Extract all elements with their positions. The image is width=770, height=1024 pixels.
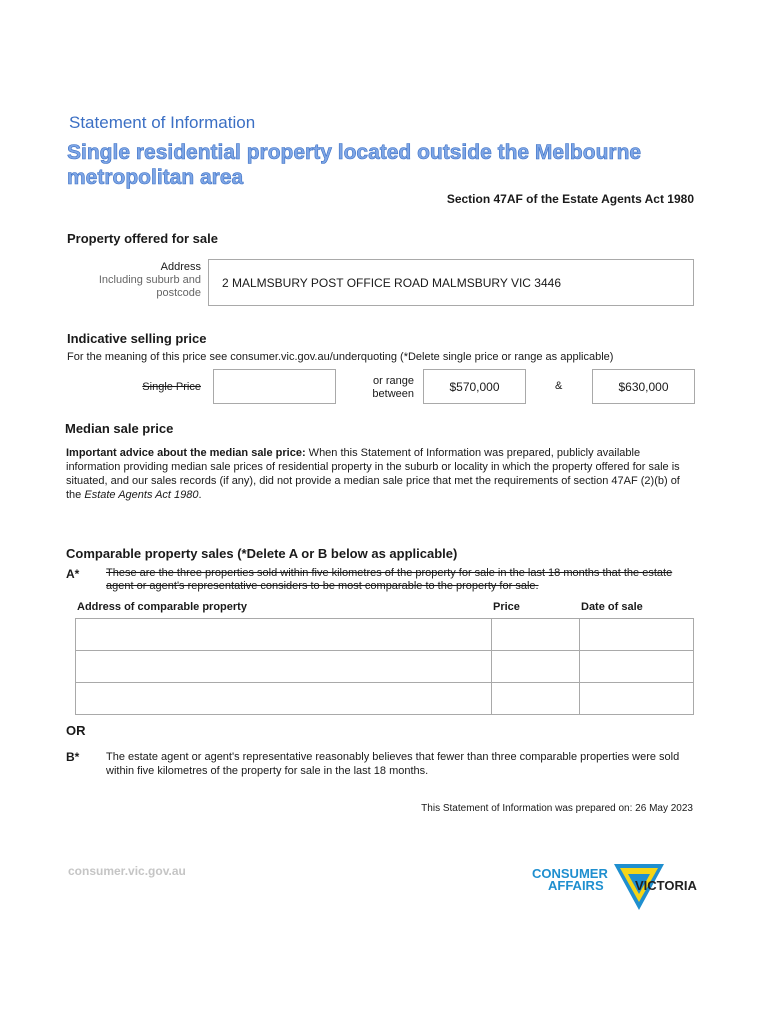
median-advice-act: Estate Agents Act 1980: [84, 489, 199, 501]
section-reference: Section 47AF of the Estate Agents Act 1980: [446, 192, 694, 206]
price-note: For the meaning of this price see consumer.vic.gov.au/underquoting (*Delete single price or range as applicable): [67, 351, 614, 363]
comparable-price-cell[interactable]: [492, 619, 580, 651]
address-field[interactable]: [208, 259, 694, 306]
logo-text-affairs: AFFAIRS: [548, 878, 604, 893]
comparable-date-cell[interactable]: [580, 619, 694, 651]
comparable-price-cell[interactable]: [492, 651, 580, 683]
or-label: OR: [66, 723, 86, 738]
property-heading: Property offered for sale: [67, 231, 218, 246]
address-value: 2 MALMSBURY POST OFFICE ROAD MALMSBURY VIC 3446: [222, 275, 561, 290]
table-row: [76, 683, 694, 715]
col-price-header: Price: [493, 601, 520, 613]
option-b-text: The estate agent or agent's representative reasonably believes that fewer than three comparable properties were sold within five kilometres of the property for sale in the last 18 months.: [106, 751, 680, 777]
table-row: [76, 651, 694, 683]
median-advice-bold: Important advice about the median sale price:: [66, 447, 306, 459]
comparable-table: [75, 618, 694, 715]
range-label: or range between: [372, 375, 414, 400]
option-a-text: These are the three properties sold within five kilometres of the property for sale in the last 18 months that the estate agent or agent's representative considers to be most comparable to the property for sale.: [106, 567, 673, 592]
single-price-label: Single Price: [142, 381, 201, 393]
col-date-header: Date of sale: [581, 601, 643, 613]
median-advice-end: .: [198, 489, 202, 501]
comparable-address-cell[interactable]: [76, 619, 492, 651]
doc-label: Statement of Information: [69, 113, 256, 132]
comparable-address-cell[interactable]: [76, 651, 492, 683]
address-sublabel: Including suburb and postcode: [98, 274, 201, 299]
address-label: Address: [160, 261, 201, 273]
page-title: Single residential property located outside the Melbourne metropolitan area: [67, 141, 642, 189]
range-low-field[interactable]: [423, 369, 526, 404]
logo-text-consumer: CONSUMER: [532, 866, 608, 881]
median-advice: [66, 446, 694, 502]
range-high-value: $630,000: [618, 379, 669, 394]
median-advice-text: When this Statement of Information was prepared, publicly available information providing median sale prices of residential property in the suburb or locality in which the property offered for sale is situated, and our sales records (if any), did not provide a median sale price that met the requirements of section 47AF (2)(b) of the: [66, 447, 680, 501]
table-row: [76, 619, 694, 651]
option-a-label: A*: [66, 567, 80, 581]
comparable-price-cell[interactable]: [492, 683, 580, 715]
consumer-affairs-victoria-logo: [532, 864, 702, 912]
median-heading: Median sale price: [65, 421, 174, 436]
price-heading: Indicative selling price: [67, 331, 207, 346]
range-ampersand: &: [555, 380, 563, 392]
range-high-field[interactable]: [592, 369, 695, 404]
option-b-label: B*: [66, 750, 80, 764]
col-address-header: Address of comparable property: [77, 601, 247, 613]
comparable-address-cell[interactable]: [76, 683, 492, 715]
address-label-block: [80, 261, 201, 300]
website-link[interactable]: consumer.vic.gov.au: [68, 864, 186, 878]
logo-text-victoria: VICTORIA: [635, 878, 697, 893]
comparable-heading: Comparable property sales (*Delete A or B below as applicable): [66, 546, 458, 561]
comparable-date-cell[interactable]: [580, 683, 694, 715]
prepared-on: This Statement of Information was prepared on: 26 May 2023: [421, 803, 693, 814]
single-price-field[interactable]: [213, 369, 336, 404]
comparable-date-cell[interactable]: [580, 651, 694, 683]
range-low-value: $570,000: [449, 379, 500, 394]
